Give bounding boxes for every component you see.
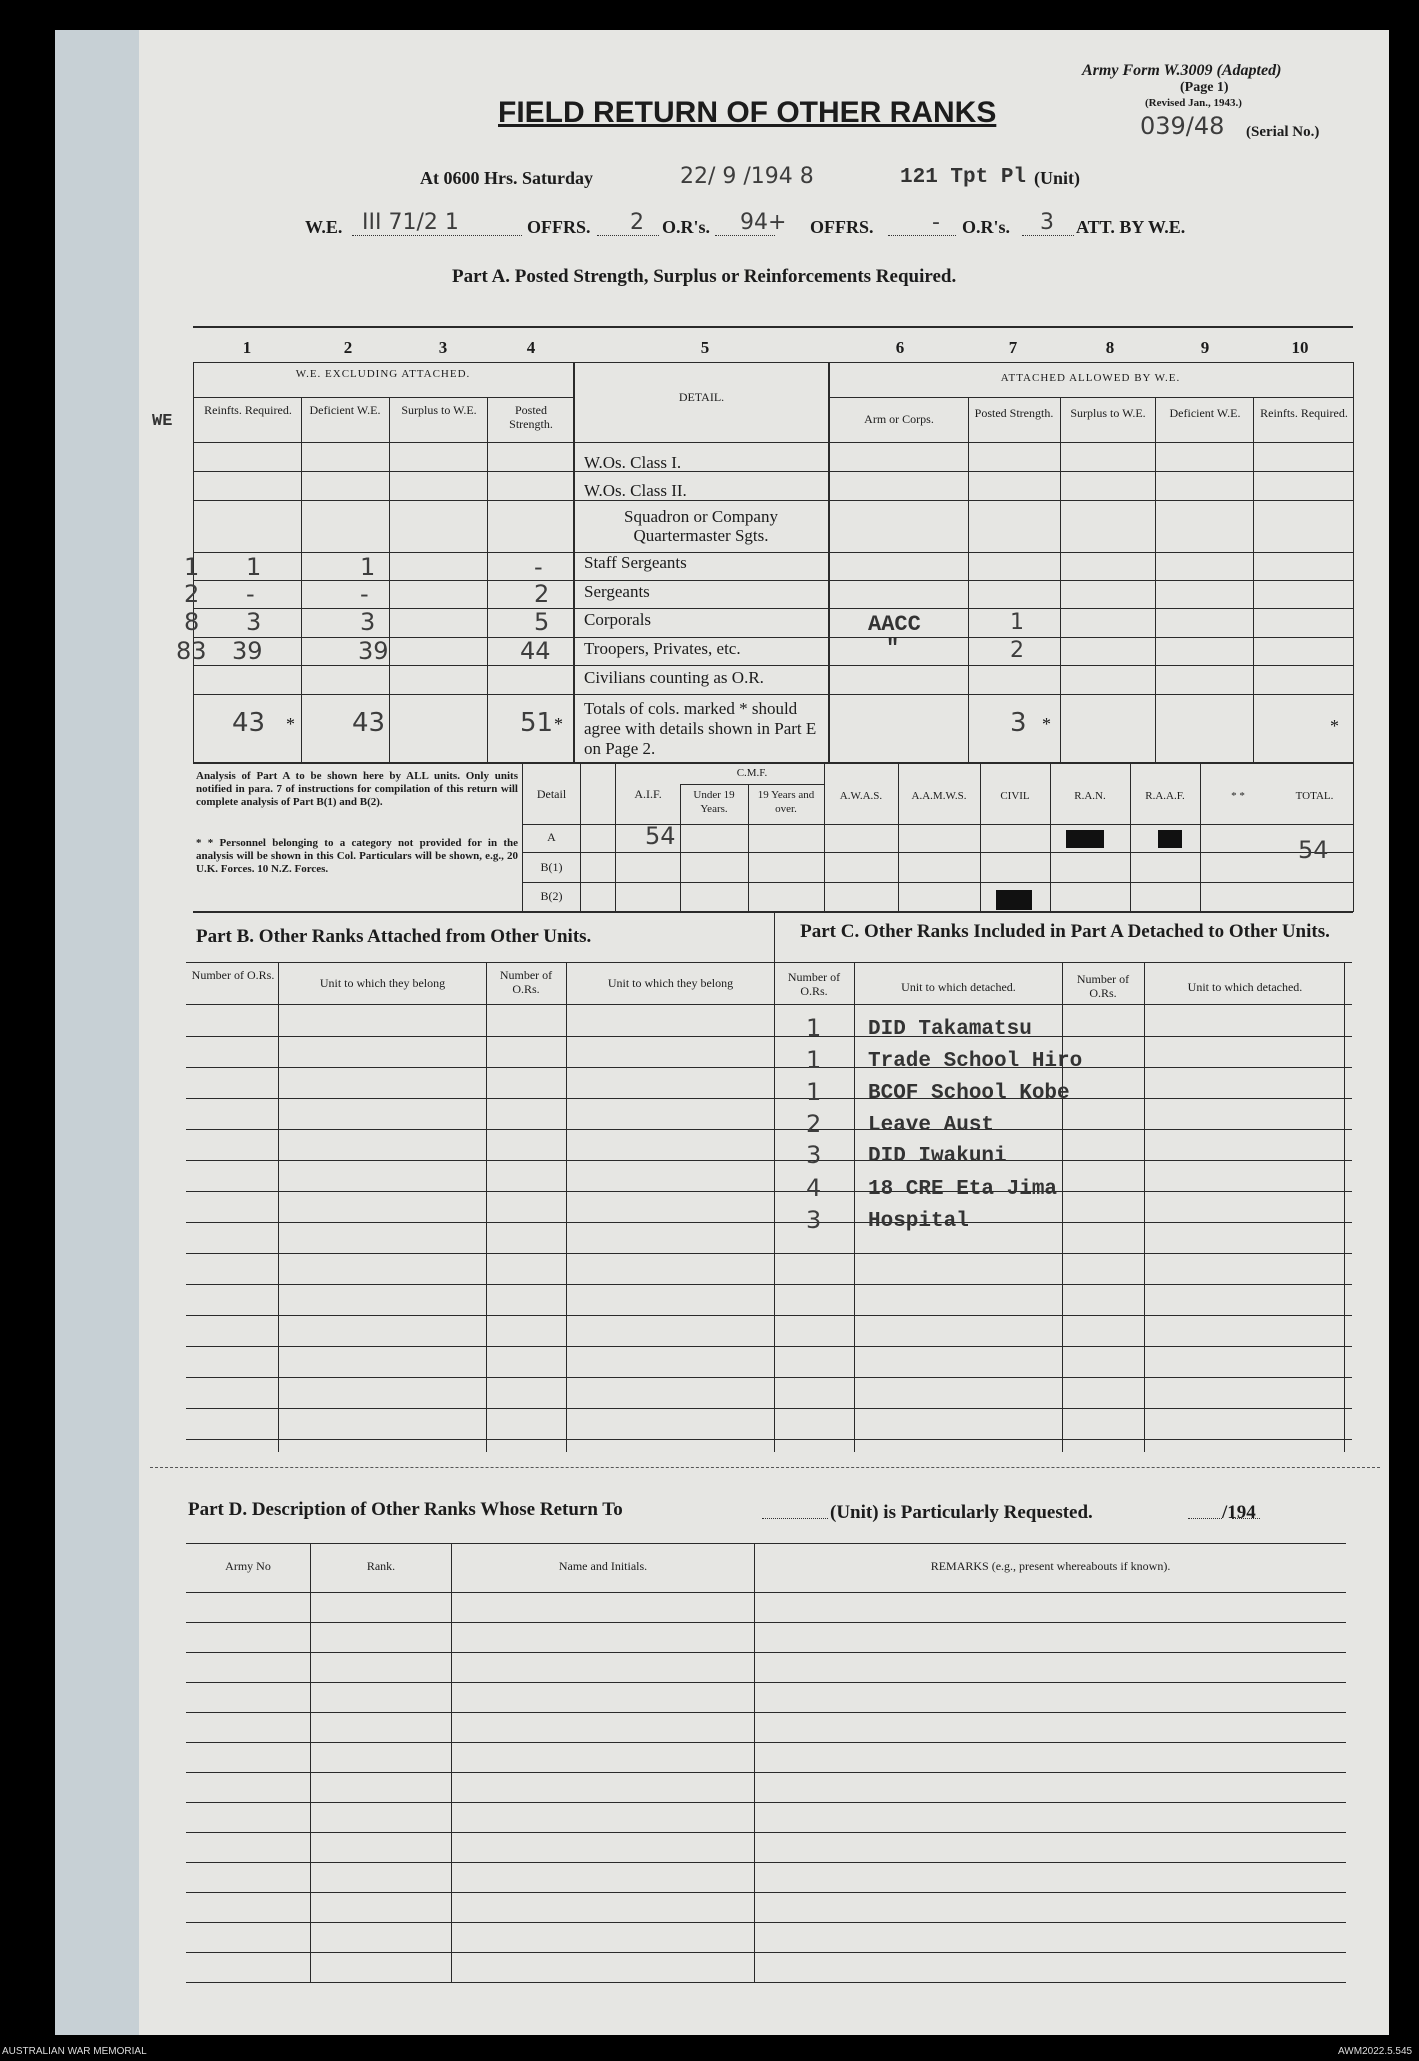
offrs-label: OFFRS.	[527, 217, 591, 237]
col-number-5: 5	[700, 338, 710, 357]
detail-staff-sgts: Staff Sergeants	[584, 553, 687, 572]
part-c-num-3: 1	[806, 1078, 822, 1106]
analysis-under19-header: Under 19 Years.	[693, 789, 735, 815]
part-c-unit-6: 18 CRE Eta Jima	[868, 1178, 1058, 1201]
part-c-num-5: 3	[806, 1141, 822, 1169]
analysis-note-2: * * Personnel belonging to a category not provided for in the analysis will be shown in this Col. Particulars will be shown, e.g., 20 U.K. Forces. 10 N.Z. Forces.	[196, 837, 518, 875]
posted2-cpls: 1	[1010, 610, 1024, 635]
part-c-unit-header: Unit to which detached.	[901, 980, 1016, 994]
deficient-staff-sgts: 1	[360, 553, 376, 581]
total-reinfts: 43	[232, 708, 266, 738]
part-d-rank-header: Rank.	[366, 1559, 396, 1573]
analysis-total-header: TOTAL.	[1295, 790, 1334, 802]
detail-header: DETAIL.	[678, 390, 725, 404]
analysis-row-a: A	[547, 830, 556, 844]
total-posted-star: *	[554, 714, 563, 734]
reinfts-cpls: 3	[246, 608, 262, 636]
posted-cpls: 5	[534, 608, 550, 636]
analysis-a-total: 54	[1298, 836, 1329, 864]
part-c-title: Part C. Other Ranks Included in Part A Detached to Other Units.	[800, 921, 1330, 942]
analysis-raaf-header: R.A.A.F.	[1145, 790, 1185, 802]
deficient2-header: Deficient W.E.	[1169, 406, 1241, 420]
part-a-title: Part A. Posted Strength, Surplus or Reinforcements Required.	[452, 266, 957, 287]
deficient-sgts: -	[360, 580, 369, 608]
analysis-note: Analysis of Part A to be shown here by ALL units. Only units notified in para. 7 of instructions for compilation of this return will complete analysis of Part B(1) and B(2).	[196, 770, 518, 808]
part-b-title: Part B. Other Ranks Attached from Other Units.	[196, 926, 592, 947]
posted-header: Posted Strength.	[509, 403, 553, 431]
part-d-army-no-header: Army No	[225, 1559, 271, 1573]
arm-cpls: AACC	[868, 612, 921, 637]
part-c-num-header: Number of O.Rs.	[787, 970, 841, 998]
footer-left: AUSTRALIAN WAR MEMORIAL	[2, 2046, 147, 2057]
deficient-cpls: 3	[360, 608, 376, 636]
detail-sgts: Sergeants	[584, 582, 650, 601]
part-c-num-2: 1	[806, 1046, 822, 1074]
col-number-7: 7	[1008, 338, 1018, 357]
at-label: At 0600 Hrs. Saturday	[420, 168, 594, 188]
posted-pvts: 44	[520, 637, 551, 665]
detail-cpls: Corporals	[584, 610, 652, 629]
deficient-pvts: 39	[358, 637, 389, 665]
part-b-unit-header-2: Unit to which they belong	[607, 976, 734, 990]
reinfts2-header: Reinfts. Required.	[1260, 406, 1348, 420]
part-b-unit-header: Unit to which they belong	[319, 976, 446, 990]
analysis-civil-header: CIVIL	[1000, 790, 1030, 802]
analysis-a-aif: 54	[645, 822, 676, 850]
ors2-value: 3	[1040, 210, 1054, 235]
part-c-num-6: 4	[806, 1174, 822, 1202]
col-number-9: 9	[1200, 338, 1210, 357]
part-d-name-header: Name and Initials.	[558, 1559, 648, 1573]
ors-label: O.R's.	[662, 217, 711, 237]
arm-header: Arm or Corps.	[864, 412, 934, 426]
army-form-label: Army Form W.3009 (Adapted)	[1082, 62, 1282, 79]
part-d-remarks-header: REMARKS (e.g., present whereabouts if known).	[930, 1559, 1171, 1573]
detail-totals: Totals of cols. marked * should agree with details shown in Part E on Page 2.	[584, 699, 817, 758]
analysis-row-b1: B(1)	[540, 860, 563, 874]
posted2-pvts: 2	[1010, 638, 1024, 663]
part-b-num-header-2: Number of O.Rs.	[499, 968, 553, 996]
col-number-3: 3	[438, 338, 448, 357]
detail-wo2: W.Os. Class II.	[584, 481, 687, 500]
part-d-title-date: /194	[1222, 1502, 1256, 1523]
offrs-value: 2	[630, 210, 644, 235]
page-label: (Page 1)	[1180, 80, 1229, 95]
part-c-unit-4: Leave Aust	[868, 1114, 995, 1137]
col-number-1: 1	[242, 338, 252, 357]
reinfts-pvts: 39	[232, 637, 263, 665]
total-posted: 51	[520, 708, 554, 738]
detail-cqms: Squadron or Company Quartermaster Sgts.	[624, 507, 778, 545]
arm-pvts: "	[886, 636, 900, 661]
total-reinfts-star: *	[286, 714, 295, 734]
serial-value: 039/48	[1140, 112, 1225, 140]
col-number-10: 10	[1291, 338, 1309, 357]
surplus-header: Surplus to W.E.	[401, 403, 477, 417]
part-c-unit-1: DID Takamatsu	[868, 1018, 1032, 1041]
we-pvts: 83	[176, 637, 207, 665]
reinfts-staff-sgts: 1	[246, 553, 262, 581]
form-paper	[55, 30, 1389, 2035]
we-cpls: 8	[184, 608, 200, 636]
part-c-num-7: 3	[806, 1206, 822, 1234]
posted-sgts: 2	[534, 580, 550, 608]
analysis-other-header: * *	[1231, 790, 1245, 802]
part-c-unit-header-2: Unit to which detached.	[1187, 980, 1303, 994]
ors-value: 94+	[740, 210, 787, 235]
offrs2-value: -	[932, 210, 940, 235]
col-number-4: 4	[526, 338, 536, 357]
part-c-num-1: 1	[806, 1014, 822, 1042]
we-label: W.E.	[305, 217, 343, 237]
analysis-over19-header: 19 Years and over.	[757, 789, 815, 815]
reinfts-sgts: -	[246, 580, 255, 608]
total-posted2: 3	[1010, 708, 1027, 738]
unit-value: 121 Tpt Pl	[900, 166, 1027, 189]
footer-right: AWM2022.5.545	[1338, 2046, 1413, 2057]
analysis-detail-header: Detail	[536, 787, 567, 801]
part-d-title: Part D. Description of Other Ranks Whose Return To	[188, 1499, 623, 1520]
att-label: ATT. BY W.E.	[1076, 217, 1186, 237]
posted-staff-sgts: -	[534, 553, 543, 581]
we-value: III 71/2 1	[362, 210, 459, 235]
revised-label: (Revised Jan., 1943.)	[1145, 97, 1242, 109]
we-staff-sgts: 1	[184, 553, 200, 581]
analysis-aamws-header: A.A.M.W.S.	[911, 790, 967, 802]
col-number-8: 8	[1105, 338, 1115, 357]
total-deficient: 43	[352, 708, 386, 738]
col-number-2: 2	[343, 338, 353, 357]
analysis-row-b2: B(2)	[540, 889, 563, 903]
unit-label: (Unit)	[1034, 168, 1080, 188]
analysis-cmf-header: C.M.F.	[736, 767, 768, 779]
redaction-civil	[996, 890, 1032, 910]
deficient-header: Deficient W.E.	[309, 403, 381, 417]
date-value: 22/ 9 /194 8	[680, 164, 814, 189]
part-c-unit-7: Hospital	[868, 1210, 969, 1233]
serial-label: (Serial No.)	[1246, 124, 1320, 140]
analysis-ran-header: R.A.N.	[1074, 790, 1106, 802]
form-title: FIELD RETURN OF OTHER RANKS	[498, 96, 997, 129]
part-d-title-unit: (Unit) is Particularly Requested.	[830, 1502, 1093, 1523]
redaction-raaf	[1158, 830, 1182, 848]
total-posted2-star: *	[1042, 714, 1051, 734]
part-c-unit-5: DID Iwakuni	[868, 1145, 1007, 1168]
we-margin-label: WE	[152, 412, 173, 431]
posted2-header: Posted Strength.	[974, 406, 1054, 420]
part-c-unit-2: Trade School Hiro	[868, 1050, 1083, 1073]
part-c-num-4: 2	[806, 1110, 822, 1138]
part-c-unit-3: BCOF School Kobe	[868, 1082, 1070, 1105]
col-number-6: 6	[895, 338, 905, 357]
detail-civilians: Civilians counting as O.R.	[584, 668, 764, 687]
detail-wo1: W.Os. Class I.	[584, 453, 682, 472]
detail-pvts: Troopers, Privates, etc.	[584, 639, 741, 658]
redaction-ran	[1066, 830, 1104, 848]
analysis-aif-header: A.I.F.	[634, 787, 662, 801]
we-excluding-header: W.E. EXCLUDING ATTACHED.	[295, 368, 471, 380]
reinfts-header: Reinfts. Required.	[204, 403, 292, 417]
ors2-label: O.R's.	[962, 217, 1011, 237]
total-reinfts2-star: *	[1330, 716, 1339, 736]
offrs2-label: OFFRS.	[810, 217, 874, 237]
binding-strip	[55, 30, 139, 2035]
we-sgts: 2	[184, 580, 200, 608]
attached-header: ATTACHED ALLOWED BY W.E.	[1000, 372, 1181, 384]
analysis-awas-header: A.W.A.S.	[839, 790, 883, 802]
part-c-num-header-2: Number of O.Rs.	[1076, 972, 1130, 1000]
part-b-num-header: Number of O.Rs.	[191, 968, 275, 982]
surplus2-header: Surplus to W.E.	[1070, 406, 1146, 420]
